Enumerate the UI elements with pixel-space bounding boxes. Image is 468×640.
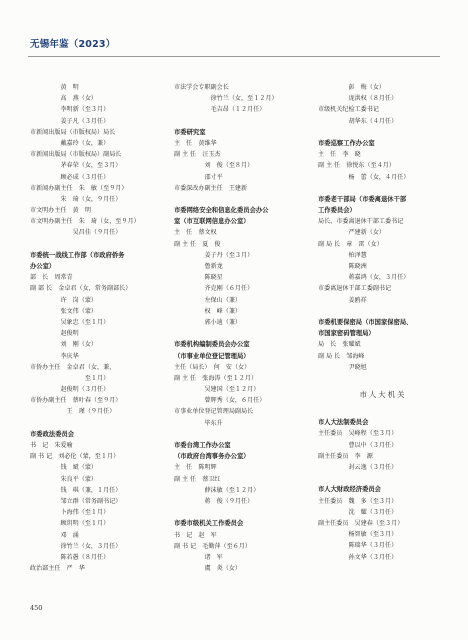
entry-line: 封云逸（３月任） bbox=[318, 464, 398, 471]
entry-line: 茅春荣（女，至３月） bbox=[30, 162, 122, 170]
entry-line: 李明新（至３月） bbox=[30, 106, 110, 114]
text-column-1 bbox=[30, 82, 160, 574]
blank-line bbox=[30, 418, 160, 429]
blank-line bbox=[318, 127, 448, 138]
section-heading: 市国家密码管理局） bbox=[318, 330, 375, 338]
entry-line: 副 主 任 徐悦东（至４月） bbox=[318, 162, 395, 170]
entry-line: 许 岗（蒙） bbox=[30, 296, 98, 304]
entry-line: 赵俊明 bbox=[30, 330, 79, 338]
section-heading: 市委统一战线工作部（市政府侨务 bbox=[30, 251, 125, 259]
entry-line: 权 峰（兼） bbox=[174, 307, 242, 315]
page-number: 450 bbox=[30, 604, 43, 612]
entry-line: 虞 炎（女） bbox=[174, 565, 242, 573]
section-heading: 市委机要保密局（市国家保密局、 bbox=[318, 318, 413, 326]
entry-line: 副 主 任 张海涛（至１２月） bbox=[174, 374, 258, 382]
entry-line: 副 书 记 毛勤萍（至６月） bbox=[174, 542, 251, 550]
entry-line: 杨 蕾（女，４月任） bbox=[318, 173, 410, 181]
section-heading: 市委政法委员会 bbox=[30, 430, 75, 438]
entry-line: 主 任 李 晓 bbox=[318, 151, 361, 159]
entry-line: 邹立群（常务副书记） bbox=[30, 497, 122, 505]
header-divider bbox=[28, 56, 440, 57]
text-column-2 bbox=[174, 82, 304, 574]
entry-line: 蒋 俊（９月任） bbox=[174, 497, 254, 505]
entry-line: 主 任 蔡文权 bbox=[174, 229, 217, 237]
entry-line: 市事业单位登记管理局副局长 bbox=[174, 408, 254, 416]
section-heading: （市政府台湾事务办公室） bbox=[174, 453, 250, 461]
section-heading: 市委台湾工作办公室 bbox=[174, 442, 231, 449]
entry-line: 副 部 长 金卓君（女，常务副部长） bbox=[30, 285, 132, 293]
entry-line: 徐竹兰（女，３月任） bbox=[30, 542, 122, 550]
entry-line: 副 主 任 蔡卫红 bbox=[174, 475, 221, 483]
entry-line: 朱 琦（女，９月任） bbox=[30, 195, 122, 203]
entry-line: 曾辉秀（女，６月任） bbox=[174, 397, 266, 405]
entry-line: 黄 明 bbox=[30, 84, 79, 91]
entry-line: 主 任 陈明辉 bbox=[174, 464, 217, 472]
entry-line: 局 长 张耀斌 bbox=[318, 341, 361, 349]
entry-line: 市侨办副主任 蔡叶春（至９月） bbox=[30, 397, 122, 405]
entry-line: 姜子凡（３月任） bbox=[30, 117, 110, 125]
entry-line: 副主任委员 吴建春（至３月） bbox=[318, 519, 404, 527]
part-title: 市人大机关 bbox=[359, 390, 407, 400]
entry-line: 毕东升 bbox=[174, 419, 223, 427]
entry-line: 李庆华 bbox=[30, 352, 79, 360]
entry-line: 郭小迪（兼） bbox=[174, 318, 242, 326]
entry-line: 市法学会专职副会长 bbox=[174, 84, 229, 91]
entry-line: 副 书 记 刘必伦（蒙，至１月） bbox=[30, 453, 120, 461]
entry-line: 左保山（兼） bbox=[174, 296, 242, 304]
entry-line: 齐克刚（６月任） bbox=[174, 285, 254, 293]
section-heading: 市委网络安全和信息化委员会办公 bbox=[174, 207, 269, 215]
section-heading: （市事业单位登记管理局） bbox=[174, 352, 250, 360]
section-heading: 市委研究室 bbox=[174, 128, 206, 136]
entry-line: 陈晓洲 bbox=[318, 263, 367, 270]
entry-line: 钱 琪（兼，１月任） bbox=[30, 486, 122, 494]
entry-line: 陈晓星 bbox=[174, 274, 223, 282]
blank-line bbox=[30, 239, 160, 250]
entry-line: 刘 俊（至８月） bbox=[174, 162, 254, 170]
text-column-3 bbox=[318, 82, 448, 563]
entry-line: 刘 刚（女） bbox=[30, 341, 98, 349]
entry-line: 吴象忠（至１月） bbox=[30, 318, 110, 326]
entry-line: 戴嘉玲（女，兼） bbox=[30, 139, 110, 147]
blank-line bbox=[318, 473, 448, 484]
entry-line: 顾玥明（至１月） bbox=[30, 520, 110, 528]
entry-line: 鲁新龙 bbox=[174, 263, 223, 270]
entry-line: 市文明办副主任 朱 琦（女，至９月） bbox=[30, 218, 140, 226]
entry-line: 市委深改办副主任 王建新 bbox=[174, 184, 248, 192]
entry-line: 书 记 赵 军 bbox=[174, 531, 217, 539]
entry-line: 政治部主任 严 华 bbox=[30, 565, 85, 573]
entry-line: 邵寸平 bbox=[174, 173, 223, 181]
section-heading: 市人大财政经济委员会 bbox=[318, 486, 381, 494]
entry-line: 尹晓旭 bbox=[318, 363, 367, 371]
section-heading: 市人大法制委员会 bbox=[318, 419, 369, 427]
entry-line: 沈 耀（３月任） bbox=[318, 508, 398, 516]
entry-line: 姜子丹（至３月） bbox=[174, 251, 254, 259]
entry-line: 主任（局长） 何 安（女） bbox=[174, 363, 251, 371]
entry-line: 副 主 任 汪玉杰 bbox=[174, 151, 221, 159]
entry-line: 书 记 朱爱喻 bbox=[30, 442, 73, 449]
entry-line: 市新闻出版局（市版权局）副局长 bbox=[30, 151, 122, 159]
section-heading: 室（市互联网信息办公室） bbox=[174, 218, 250, 226]
entry-line: 吴建国（至１２月） bbox=[174, 386, 260, 394]
entry-line: 柏泽慧 bbox=[318, 251, 367, 259]
entry-line: 杨智敏（至３月） bbox=[318, 531, 398, 539]
blank-line bbox=[318, 373, 448, 384]
entry-line: 毛吉昂（１２月任） bbox=[174, 106, 266, 114]
entry-line: 副 局 长 章 雷（女） bbox=[318, 240, 383, 248]
entry-line: 市新闻出版局（市版权局）局长 bbox=[30, 128, 116, 136]
entry-line: 顾必成（３月任） bbox=[30, 173, 110, 181]
entry-line: 市文明办主任 黄 明 bbox=[30, 207, 91, 215]
entry-line: 彭 梅（女） bbox=[318, 84, 386, 91]
entry-line: 部 长 周常青 bbox=[30, 274, 73, 282]
entry-line: 钱 斌（蒙） bbox=[30, 464, 98, 472]
entry-line: 张文伟（蒙） bbox=[30, 307, 98, 315]
entry-line: 邓 涌 bbox=[30, 531, 79, 539]
entry-line: 朱良平（蒙） bbox=[30, 475, 98, 483]
section-heading: 市委老干部局（市委离退休干部 bbox=[318, 195, 407, 203]
entry-line: 主任委员 吴峰程（至３月） bbox=[318, 430, 398, 438]
section-heading: 市委机构编制委员会办公室 bbox=[174, 341, 250, 349]
entry-line: 蒋嘉鸿（女，３月任） bbox=[318, 274, 410, 282]
section-heading: 市委巡察工作办公室 bbox=[318, 139, 375, 147]
entry-line: 市侨办主任 金卓君（女，兼， bbox=[30, 363, 116, 371]
section-heading: 市委市级机关工作委员会 bbox=[174, 520, 244, 528]
blank-line bbox=[174, 507, 304, 518]
section-heading: 工作委员会） bbox=[318, 207, 356, 215]
entry-line: 胡华东（４月任） bbox=[318, 117, 398, 125]
blank-line bbox=[174, 328, 304, 339]
entry-line: 严建新（女） bbox=[318, 229, 386, 237]
section-heading: 办公室） bbox=[30, 263, 56, 270]
entry-line: 主任委员 魏 多（至３月） bbox=[318, 497, 398, 505]
blank-line bbox=[174, 429, 304, 440]
entry-line: 王 瑾（９月任） bbox=[30, 408, 116, 416]
entry-line: 吴昌佳（９月任） bbox=[30, 229, 122, 237]
entry-line: 卜海伟（至１月） bbox=[30, 509, 110, 517]
entry-line: 市级机关纪检工委书记 bbox=[318, 106, 379, 114]
entry-line: 副 局 长 邹海峰 bbox=[318, 352, 365, 360]
blank-line bbox=[174, 194, 304, 205]
entry-line: 至１月） bbox=[30, 374, 110, 382]
entry-line: 薛沫敏（至１２月） bbox=[174, 486, 260, 494]
entry-line: 徐竹兰（女，至１２月） bbox=[174, 95, 278, 103]
entry-line: 副主任委员 李 源 bbox=[318, 452, 373, 460]
entry-line: 陈瑞华（３月任） bbox=[318, 542, 398, 550]
entry-line: 副 主 任 夏 俊 bbox=[174, 240, 221, 248]
entry-line: 陈若愚（８月任） bbox=[30, 553, 110, 561]
entry-line: 赵俊明（３月任） bbox=[30, 386, 110, 394]
entry-line: 高 燕（女） bbox=[30, 95, 98, 103]
entry-line: 诸 军 bbox=[174, 553, 223, 561]
blank-line bbox=[318, 406, 448, 417]
entry-line: 曹以中（３月任） bbox=[318, 441, 398, 449]
entry-line: 庞洪权（８月任） bbox=[318, 95, 398, 103]
yearbook-running-title: 无锡年鉴（2023） bbox=[30, 39, 116, 50]
blank-line bbox=[318, 183, 448, 194]
entry-line: 主 任 黄维华 bbox=[174, 139, 217, 147]
entry-line: 市新闻办副主任 朱 敏（至９月） bbox=[30, 184, 128, 192]
blank-line bbox=[174, 116, 304, 127]
blank-line bbox=[318, 306, 448, 317]
entry-line: 孙文华（３月任） bbox=[318, 553, 398, 561]
entry-line: 姜鸥祥 bbox=[318, 296, 367, 304]
entry-line: 市委离退休干部工委副书记 bbox=[318, 285, 392, 293]
entry-line: 局长、市委离退休干部工委书记 bbox=[318, 218, 404, 226]
